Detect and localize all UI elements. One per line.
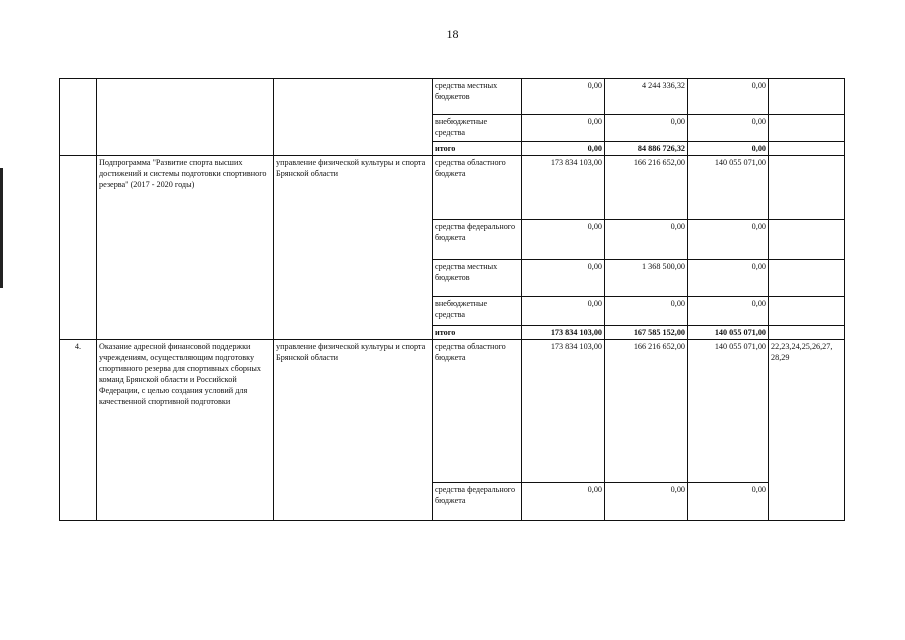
value-2017: 0,00: [522, 142, 605, 156]
source-cell: итого: [433, 326, 522, 340]
value-2017: 0,00: [522, 260, 605, 297]
indicator-cell: [769, 220, 845, 260]
indicator-cell: [769, 297, 845, 326]
table-row: [60, 340, 845, 483]
indicator-cell: [769, 79, 845, 115]
source-cell: средства федерального бюджета: [433, 483, 522, 521]
value-2019: 0,00: [688, 297, 769, 326]
value-2017: 0,00: [522, 483, 605, 521]
value-2019: 0,00: [688, 142, 769, 156]
value-2017: 173 834 103,00: [522, 326, 605, 340]
value-2019: 140 055 071,00: [688, 340, 769, 483]
value-2017: 0,00: [522, 115, 605, 142]
indicator-cell: [769, 156, 845, 220]
subprogram-executor: управление физической культуры и спорта Брянской области: [274, 156, 433, 340]
value-2018: 1 368 500,00: [605, 260, 688, 297]
item-number: 4.: [60, 340, 97, 521]
value-2018: 167 585 152,00: [605, 326, 688, 340]
value-2019: 0,00: [688, 220, 769, 260]
source-cell: средства областного бюджета: [433, 156, 522, 220]
budget-table: [59, 78, 845, 521]
indicator-cell: [769, 260, 845, 297]
indicator-cell: [769, 115, 845, 142]
source-cell: итого: [433, 142, 522, 156]
source-cell: средства местных бюджетов: [433, 260, 522, 297]
value-2018: 0,00: [605, 220, 688, 260]
number-cell: [60, 156, 97, 340]
value-2018: 4 244 336,32: [605, 79, 688, 115]
value-2018: 0,00: [605, 483, 688, 521]
value-2019: 140 055 071,00: [688, 326, 769, 340]
table-row: [60, 79, 845, 115]
scan-edge-mark: [0, 168, 3, 288]
value-2019: 0,00: [688, 483, 769, 521]
source-cell: средства федерального бюджета: [433, 220, 522, 260]
name-cell: [97, 79, 274, 156]
number-cell: [60, 79, 97, 156]
page-number: 18: [446, 27, 459, 41]
value-2019: 140 055 071,00: [688, 156, 769, 220]
value-2017: 0,00: [522, 297, 605, 326]
value-2019: 0,00: [688, 79, 769, 115]
item-name: Оказание адресной финансовой поддержки учреждениям, осуществляющим подготовку спортивного резерва для спортивных сборных команд Брянской области и Российской Федерации, с целью создания условий для качественной спортивной подготовки: [97, 340, 274, 521]
indicator-cell: [769, 326, 845, 340]
source-cell: средства местных бюджетов: [433, 79, 522, 115]
value-2018: 0,00: [605, 297, 688, 326]
indicator-cell: [769, 142, 845, 156]
value-2019: 0,00: [688, 115, 769, 142]
subprogram-name: Подпрограмма "Развитие спорта высших достижений и системы подготовки спортивного резерва" (2017 - 2020 годы): [97, 156, 274, 340]
value-2019: 0,00: [688, 260, 769, 297]
indicator-numbers: 22,23,24,25,26,27, 28,29: [769, 340, 845, 521]
value-2018: 166 216 652,00: [605, 156, 688, 220]
source-cell: внебюджетные средства: [433, 297, 522, 326]
value-2017: 173 834 103,00: [522, 156, 605, 220]
value-2018: 0,00: [605, 115, 688, 142]
value-2017: 173 834 103,00: [522, 340, 605, 483]
value-2018: 84 886 726,32: [605, 142, 688, 156]
source-cell: средства областного бюджета: [433, 340, 522, 483]
item-executor: управление физической культуры и спорта Брянской области: [274, 340, 433, 521]
value-2018: 166 216 652,00: [605, 340, 688, 483]
executor-cell: [274, 79, 433, 156]
value-2017: 0,00: [522, 220, 605, 260]
table-row: [60, 156, 845, 220]
source-cell: внебюджетные средства: [433, 115, 522, 142]
value-2017: 0,00: [522, 79, 605, 115]
